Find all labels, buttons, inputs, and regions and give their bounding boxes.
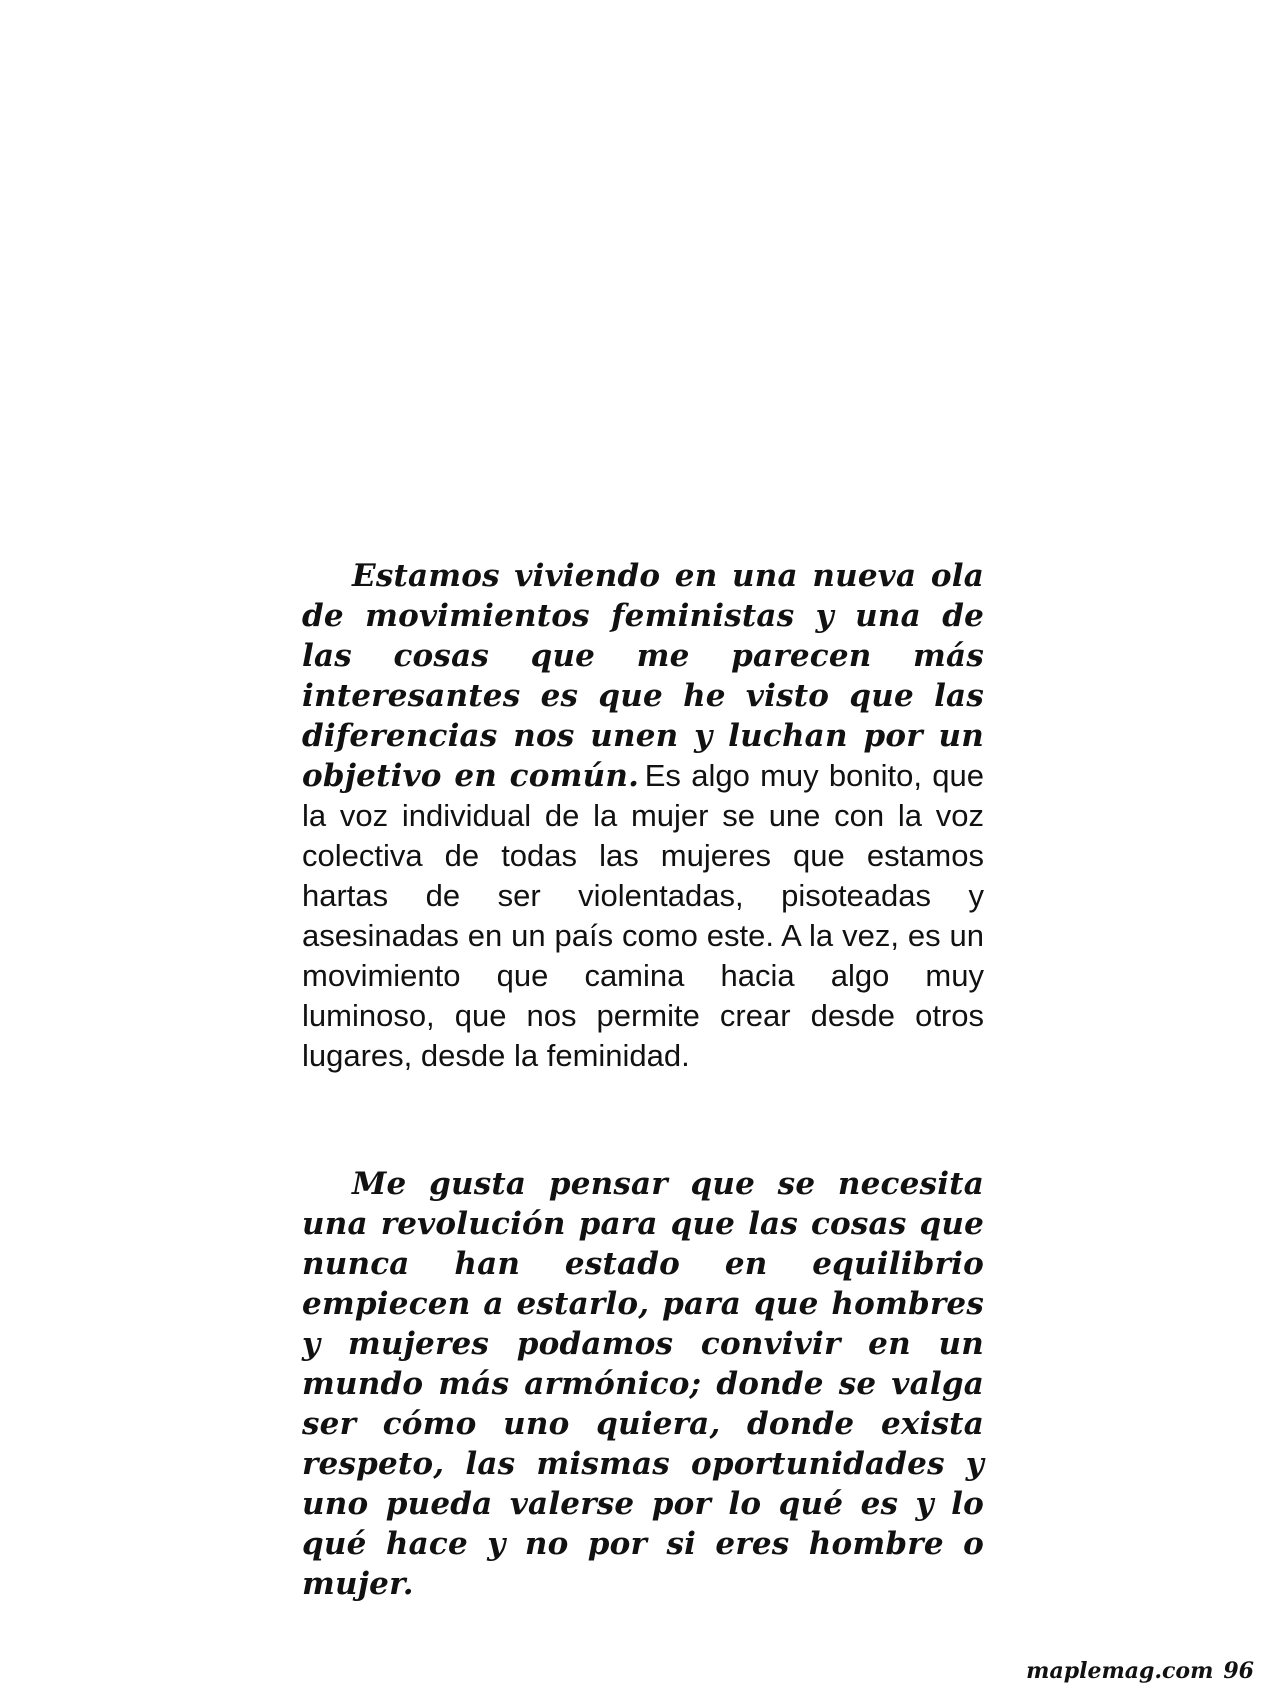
page-footer [1026,1658,1254,1684]
paragraph-body: Es algo muy bonito, que la voz individual de la mujer se une con la voz colectiva de todas las mujeres que estamos hartas de ser violentadas, pisoteadas y asesinadas en un país como este. A la vez, es un movimiento que camina hacia algo muy luminoso, que nos permite crear desde otros lugares, desde la feminidad. [302,758,985,1073]
pull-quote-lead: Me gusta pensar que se necesita una revolución para que las cosas que nunca han estado en equilibrio empiecen a estarlo, para que hombres y mujeres podamos convivir en un mundo más armónico; donde se valga ser cómo uno quiera, donde exista respeto, las mismas oportunidades y uno pueda valerse por lo qué es y lo qué hace y no por si eres hombre o mujer. [302,1166,984,1602]
article-paragraph-1 [302,556,984,1076]
footer-site-name: maplemag.com [1026,1658,1214,1684]
article-paragraph-2 [302,1164,984,1604]
pull-quote-lead: Estamos viviendo en una nueva ola de movimientos feministas y una de las cosas que me parecen más interesantes es que he visto que las diferencias nos unen y luchan por un objetivo en común. [302,558,984,794]
page-number: 96 [1223,1658,1254,1684]
